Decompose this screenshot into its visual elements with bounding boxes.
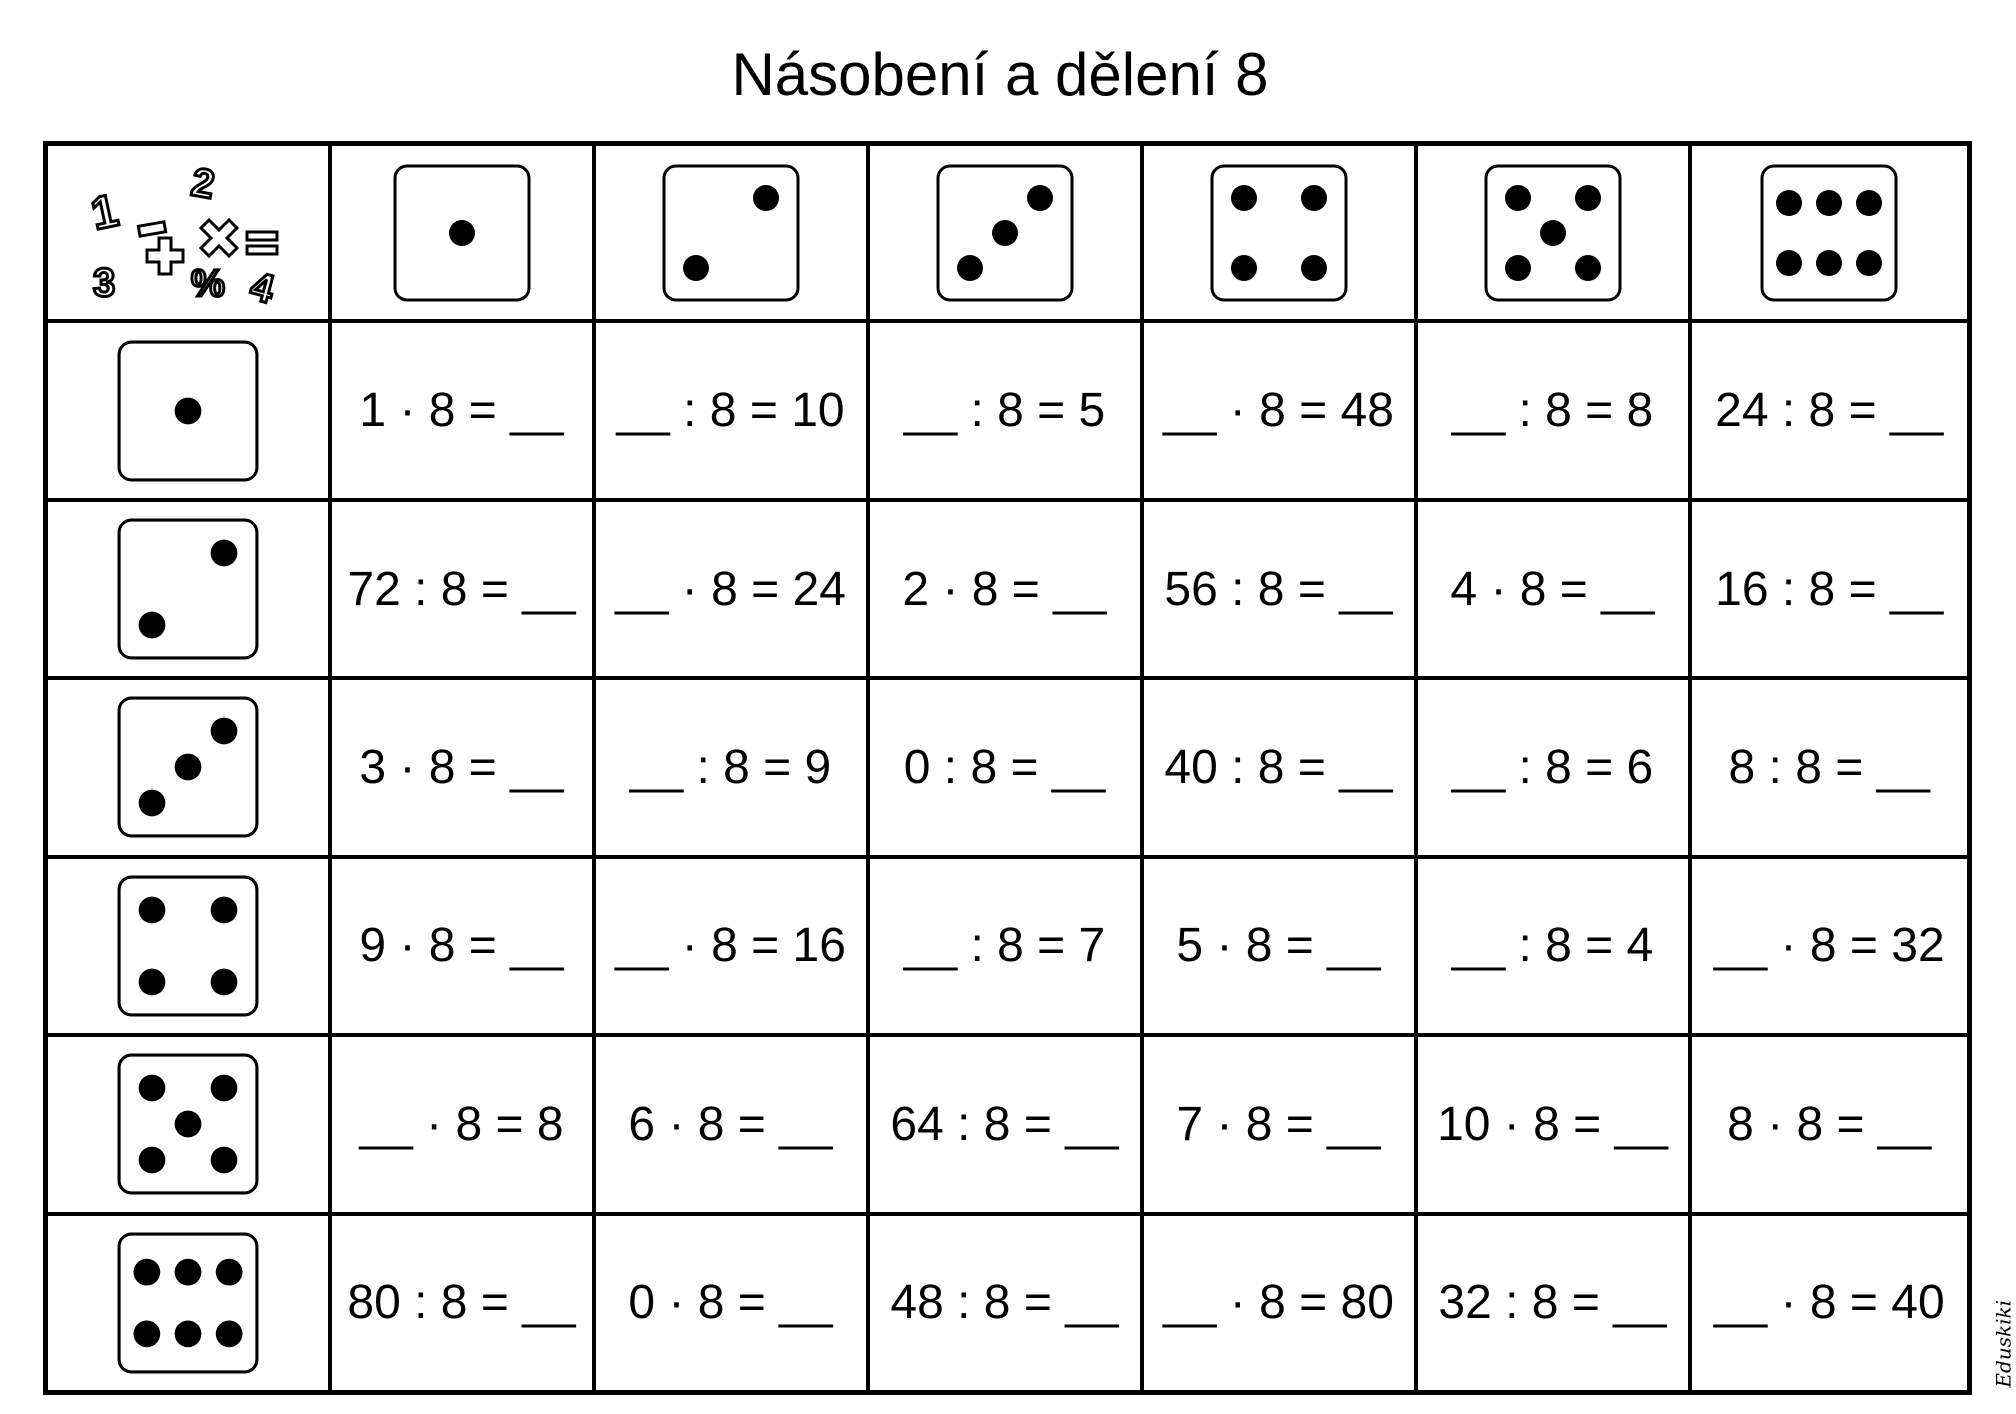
exercise-cell[interactable]: 6 · 8 = __ [594, 1035, 868, 1213]
die-2-icon [661, 163, 801, 303]
svg-text:1: 1 [86, 183, 123, 240]
row-die-4-cell [46, 857, 330, 1035]
die-1-icon [392, 163, 532, 303]
exercise-cell[interactable]: __ · 8 = 24 [594, 500, 868, 678]
exercise-cell[interactable]: 5 · 8 = __ [1142, 857, 1416, 1035]
table-row [46, 857, 1970, 1035]
exercise-cell[interactable]: __ · 8 = 8 [330, 1035, 594, 1213]
table-row [46, 321, 1970, 499]
die-5-icon [116, 1051, 260, 1197]
exercise-cell[interactable]: 10 · 8 = __ [1416, 1035, 1690, 1213]
exercise-cell[interactable]: __ : 8 = 4 [1416, 857, 1690, 1035]
svg-text:3: 3 [92, 260, 115, 305]
die-1-icon [116, 338, 260, 484]
exercise-cell[interactable]: 24 : 8 = __ [1690, 321, 1970, 499]
exercise-cell[interactable]: 2 · 8 = __ [868, 500, 1142, 678]
page-title: Násobení a dělení 8 [731, 41, 1269, 108]
die-2-icon [116, 516, 260, 662]
exercise-cell[interactable]: __ : 8 = 7 [868, 857, 1142, 1035]
exercise-cell[interactable]: __ · 8 = 40 [1690, 1214, 1970, 1393]
header-die-3-cell [868, 144, 1142, 322]
exercise-cell[interactable]: 40 : 8 = __ [1142, 678, 1416, 856]
svg-text:4: 4 [245, 263, 279, 312]
author-signature: Eduskiki [1992, 1300, 2016, 1388]
exercise-cell[interactable]: __ · 8 = 16 [594, 857, 868, 1035]
die-5-icon [1483, 163, 1623, 303]
exercise-cell[interactable]: 48 : 8 = __ [868, 1214, 1142, 1393]
table-row [46, 678, 1970, 856]
die-6-icon [1759, 163, 1899, 303]
exercise-cell[interactable]: 80 : 8 = __ [330, 1214, 594, 1393]
table-row [46, 1214, 1970, 1393]
exercise-cell[interactable]: __ : 8 = 10 [594, 321, 868, 499]
die-3-icon [935, 163, 1075, 303]
exercise-cell[interactable]: 64 : 8 = __ [868, 1035, 1142, 1213]
exercise-cell[interactable]: __ · 8 = 48 [1142, 321, 1416, 499]
table-row [46, 1035, 1970, 1213]
row-die-1-cell [46, 321, 330, 499]
math-symbols-icon [83, 158, 293, 312]
exercise-cell[interactable]: __ · 8 = 80 [1142, 1214, 1416, 1393]
exercise-cell[interactable]: __ : 8 = 9 [594, 678, 868, 856]
row-die-3-cell [46, 678, 330, 856]
exercise-cell[interactable]: 1 · 8 = __ [330, 321, 594, 499]
exercise-cell[interactable]: 8 : 8 = __ [1690, 678, 1970, 856]
row-die-5-cell [46, 1035, 330, 1213]
exercise-cell[interactable]: 9 · 8 = __ [330, 857, 594, 1035]
exercise-cell[interactable]: __ : 8 = 5 [868, 321, 1142, 499]
corner-cell [46, 144, 330, 322]
row-die-2-cell [46, 500, 330, 678]
exercise-cell[interactable]: 8 · 8 = __ [1690, 1035, 1970, 1213]
die-3-icon [116, 694, 260, 840]
exercise-cell[interactable]: 56 : 8 = __ [1142, 500, 1416, 678]
svg-text:%: % [190, 262, 225, 305]
header-row [46, 144, 1970, 322]
exercise-cell[interactable]: 4 · 8 = __ [1416, 500, 1690, 678]
header-die-5-cell [1416, 144, 1690, 322]
exercise-cell[interactable]: __ · 8 = 32 [1690, 857, 1970, 1035]
exercise-grid [43, 141, 1972, 1395]
die-6-icon [116, 1230, 260, 1376]
exercise-cell[interactable]: 0 : 8 = __ [868, 678, 1142, 856]
svg-text:2: 2 [187, 159, 218, 208]
exercise-cell[interactable]: 3 · 8 = __ [330, 678, 594, 856]
exercise-cell[interactable]: 32 : 8 = __ [1416, 1214, 1690, 1393]
header-die-2-cell [594, 144, 868, 322]
die-4-icon [116, 873, 260, 1019]
exercise-cell[interactable]: 72 : 8 = __ [330, 500, 594, 678]
die-4-icon [1209, 163, 1349, 303]
header-die-1-cell [330, 144, 594, 322]
exercise-cell[interactable]: 0 · 8 = __ [594, 1214, 868, 1393]
exercise-cell[interactable]: 16 : 8 = __ [1690, 500, 1970, 678]
table-row [46, 500, 1970, 678]
exercise-cell[interactable]: __ : 8 = 6 [1416, 678, 1690, 856]
exercise-cell[interactable]: 7 · 8 = __ [1142, 1035, 1416, 1213]
header-die-6-cell [1690, 144, 1970, 322]
row-die-6-cell [46, 1214, 330, 1393]
header-die-4-cell [1142, 144, 1416, 322]
exercise-cell[interactable]: __ : 8 = 8 [1416, 321, 1690, 499]
